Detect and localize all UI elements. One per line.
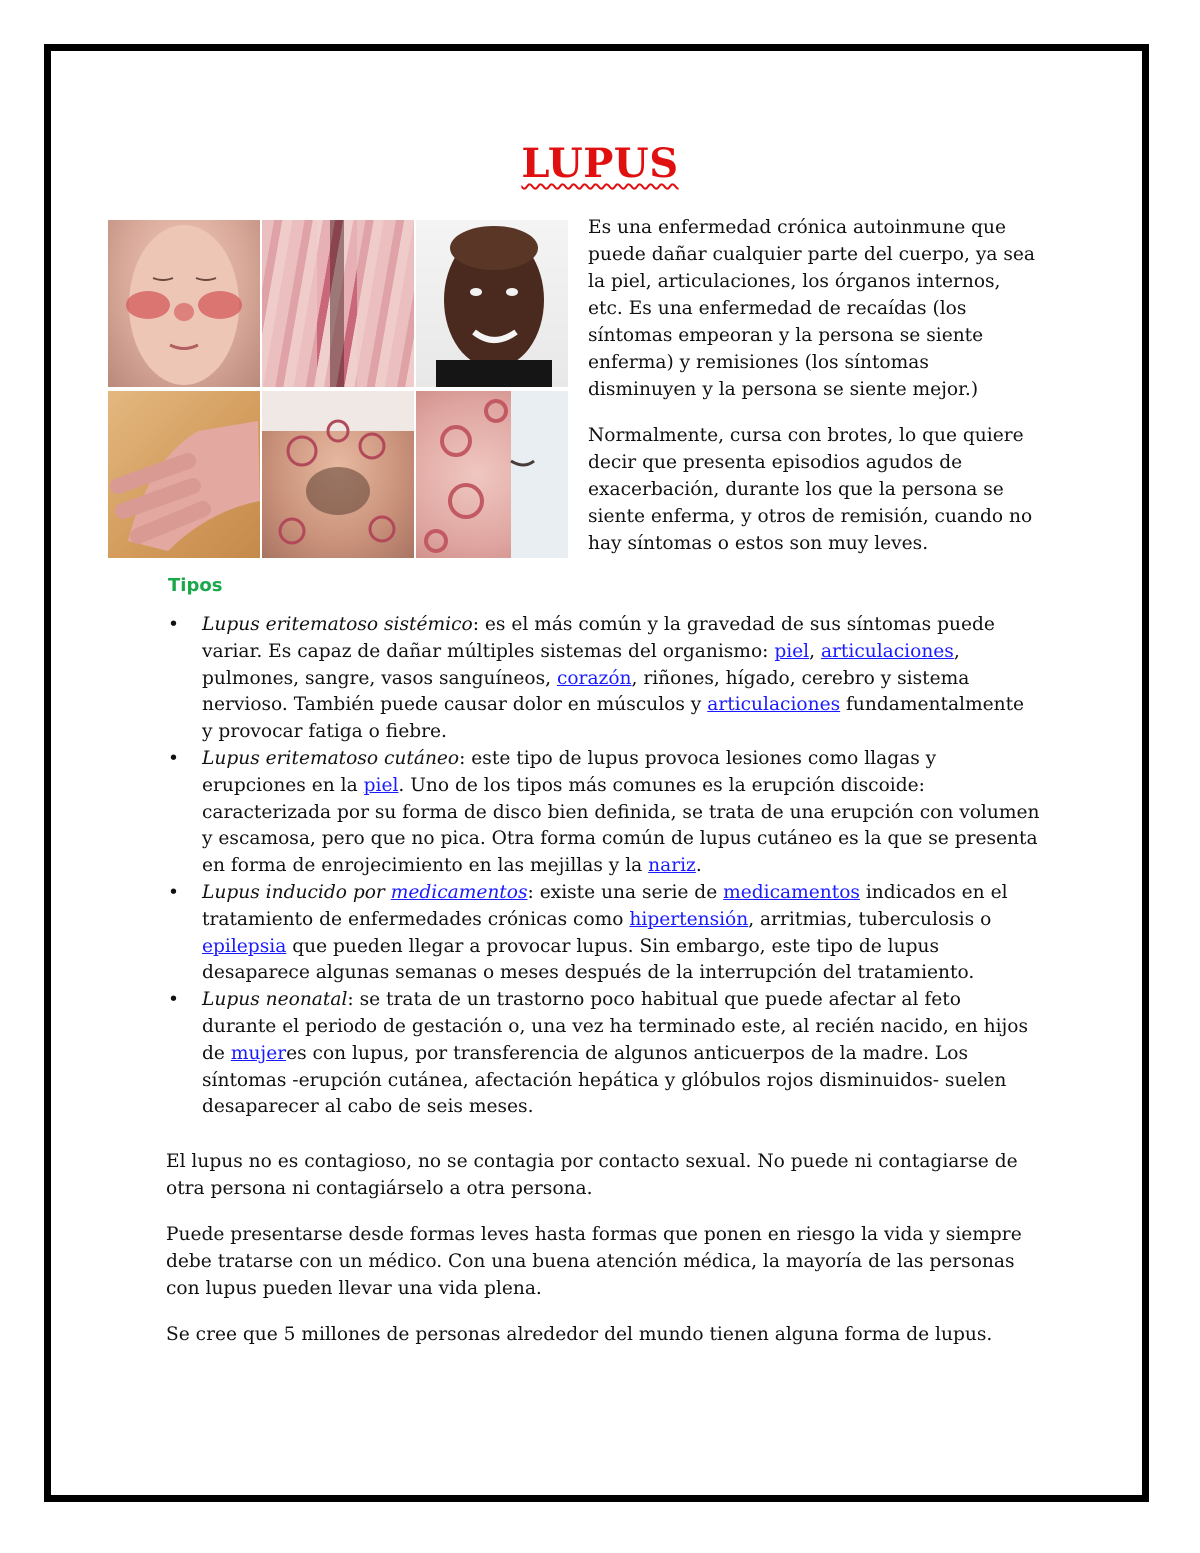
text: , pulmones, sangre, vasos sanguíneos, (202, 640, 960, 689)
type-name: Lupus eritematoso sistémico (202, 614, 473, 635)
link-articulaciones-2[interactable]: articulaciones (707, 694, 841, 716)
list-item (160, 746, 1040, 880)
image-collage (108, 220, 568, 558)
type-name: Lupus neonatal (202, 989, 348, 1011)
link-corazon[interactable]: corazón (556, 667, 632, 689)
man-face-scars-photo (416, 220, 568, 387)
bullet-icon: • (168, 989, 179, 1011)
baby-rash-photo (416, 391, 568, 558)
list-item (160, 612, 1040, 746)
list-item (160, 880, 1040, 987)
page-title: LUPUS (521, 140, 679, 187)
text: , riñones, hígado, cerebro y sistema nervioso. También puede causar dolor en músculos y (202, 667, 970, 716)
text: . (695, 855, 702, 877)
text: : este tipo de lupus provoca lesiones como llagas y erupciones en la (202, 747, 937, 796)
link-medicamentos-title[interactable]: medicamentos (390, 881, 528, 903)
link-piel-2[interactable]: piel (363, 774, 399, 796)
text: es con lupus, por transferencia de algunos anticuerpos de la madre. Los síntomas -erupción cutánea, afectación hepática y glóbulos rojos disminuidos- suelen desaparecer al cabo de seis meses. (202, 1042, 1007, 1118)
closing-paragraph-1: El lupus no es contagioso, no se contagia por contacto sexual. No puede ni contagiarse de otra persona ni contagiárselo a otra persona. (166, 1151, 1018, 1199)
text: : existe una serie de (527, 881, 724, 903)
text: , arritmias, tuberculosis o (748, 908, 992, 930)
text: fundamentalmente y provocar fatiga o fiebre. (202, 694, 1025, 743)
link-mujer[interactable]: mujer (230, 1042, 287, 1064)
section-heading-tipos: Tipos (168, 575, 223, 596)
link-medicamentos[interactable]: medicamentos (723, 881, 860, 903)
link-articulaciones[interactable]: articulaciones (820, 640, 954, 662)
text: indicados en el tratamiento de enfermedades crónicas como (202, 881, 1008, 930)
types-list (160, 612, 1040, 1121)
intro-text (588, 214, 1038, 576)
type-name (202, 882, 528, 903)
text: . Uno de los tipos más comunes es la erupción discoide: caracterizada por su forma de disco bien definida, se trata de una erupción con volumen y escamosa, pero que no pica. Otra forma común de lupus cutáneo es la que se presenta en forma de enrojecimiento en las mejillas y la (202, 774, 1040, 877)
intro-paragraph-2: Normalmente, cursa con brotes, lo que quiere decir que presenta episodios agudos de exacerbación, durante los que la persona se siente enferma, y otros de remisión, cuando no hay síntomas o estos son muy leves. (588, 425, 1033, 554)
list-item (160, 987, 1040, 1121)
face-butterfly-rash-photo (108, 220, 260, 387)
link-epilepsia[interactable]: epilepsia (202, 935, 287, 957)
link-nariz[interactable]: nariz (648, 855, 696, 877)
text: : es el más común y la gravedad de sus síntomas puede variar. Es capaz de dañar múltiples sistemas del organismo: (202, 614, 995, 662)
link-hipertension[interactable]: hipertensión (629, 908, 749, 930)
text: Lupus inducido por (202, 881, 391, 903)
text: , (809, 640, 821, 662)
closing-paragraph-3: Se cree que 5 millones de personas alrededor del mundo tienen alguna forma de lupus. (166, 1324, 993, 1345)
intro-paragraph-1: Es una enfermedad crónica autoinmune que puede dañar cualquier parte del cuerpo, ya sea la piel, articulaciones, los órganos internos, etc. Es una enfermedad de recaídas (los síntomas empeoran y la persona se siente enferma) y remisiones (los síntomas disminuyen y la persona se siente mejor.) (588, 217, 1035, 400)
text: que pueden llegar a provocar lupus. Sin embargo, este tipo de lupus desaparece algunas semanas o meses después de la interrupción del tratamiento. (202, 935, 975, 984)
hand-rash-photo (108, 391, 260, 558)
text: : se trata de un trastorno poco habitual que puede afectar al feto durante el periodo de gestación o, una vez ha terminado este, al recién nacido, en hijos de (202, 989, 1029, 1064)
arm-rash-photo (262, 220, 414, 387)
bullet-icon: • (168, 747, 179, 769)
chest-rash-photo (262, 391, 414, 558)
type-name: Lupus eritematoso cutáneo (202, 747, 460, 769)
bullet-icon: • (168, 614, 179, 635)
link-piel[interactable]: piel (774, 640, 810, 662)
closing-paragraph-2: Puede presentarse desde formas leves hasta formas que ponen en riesgo la vida y siempre debe tratarse con un médico. Con una buena atención médica, la mayoría de las personas con lupus pueden llevar una vida plena. (166, 1224, 1022, 1299)
bullet-icon: • (168, 881, 179, 903)
